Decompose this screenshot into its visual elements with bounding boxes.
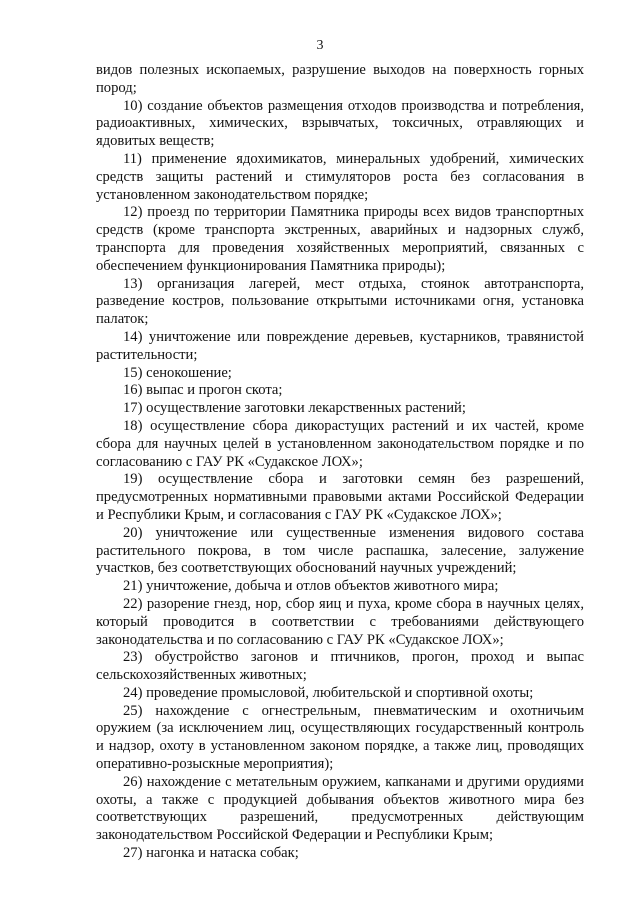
paragraph-item-18: 18) осуществление сбора дикорастущих растений и их частей, кроме сбора для научных целей в установленном законодательством порядке и по согласованию с ГАУ РК «Судакское ЛОХ»; xyxy=(96,417,584,470)
document-body xyxy=(96,62,584,863)
paragraph-item-16: 16) выпас и прогон скота; xyxy=(123,382,283,399)
paragraph-item-27: 27) нагонка и натаска собак; xyxy=(123,845,299,862)
paragraph-item-26: 26) нахождение с метательным оружием, капканами и другими орудиями охоты, а также с продукцией добывания объектов животного мира без соответствующих разрешений, предусмотренных действующим законодательством Российской Федерации и Республики Крым; xyxy=(96,773,584,844)
paragraph-item-13: 13) организация лагерей, мест отдыха, стоянок автотранспорта, разведение костров, пользование открытыми источниками огня, установка палаток; xyxy=(96,275,584,328)
paragraph-item-19: 19) осуществление сбора и заготовки семян без разрешений, предусмотренных нормативными правовыми актами Российской Федерации и Республики Крым, и согласования с ГАУ РК «Судакское ЛОХ»; xyxy=(96,471,584,523)
page-number: 3 xyxy=(316,38,324,53)
paragraph-item-25: 25) нахождение с огнестрельным, пневматическим и охотничьим оружием (за исключением лиц, осуществляющих государственный контроль и надзор, охоту в установленном законом порядке, а также лиц, проводящих оперативно-розыскные мероприятия); xyxy=(96,702,584,773)
paragraph-item-22: 22) разорение гнезд, нор, сбор яиц и пуха, кроме сбора в научных целях, который проводится в соответствии с требованиями действующего законодательства и по согласованию с ГАУ РК «Судакское ЛОХ»; xyxy=(96,595,584,648)
paragraph-item-20: 20) уничтожение или существенные изменения видового состава растительного покрова, в том числе распашка, залесение, залужение участков, без соответствующих обоснований научных учреждений; xyxy=(96,524,584,577)
paragraph-item-12: 12) проезд по территории Памятника природы всех видов транспортных средств (кроме транспорта экстренных, аварийных и надзорных служб, транспорта для проведения хозяйственных мероприятий, связанных с обеспечением функционирования Памятника природы); xyxy=(96,204,584,274)
paragraph-item-11: 11) применение ядохимикатов, минеральных удобрений, химических средств защиты растений и стимуляторов роста без согласования в установленном законодательством порядке; xyxy=(96,150,584,203)
paragraph-item-24: 24) проведение промысловой, любительской и спортивной охоты; xyxy=(123,684,534,701)
paragraph-continuation: видов полезных ископаемых, разрушение выходов на поверхность горных пород; xyxy=(96,62,584,96)
paragraph-item-15: 15) сенокошение; xyxy=(123,364,232,381)
paragraph-item-21: 21) уничтожение, добыча и отлов объектов животного мира; xyxy=(123,578,499,595)
paragraph-item-14: 14) уничтожение или повреждение деревьев, кустарников, травянистой растительности; xyxy=(96,328,584,363)
paragraph-item-10: 10) создание объектов размещения отходов производства и потребления, радиоактивных, химических, взрывчатых, токсичных, отравляющих и ядовитых веществ; xyxy=(96,97,584,150)
paragraph-item-17: 17) осуществление заготовки лекарственных растений; xyxy=(123,400,466,417)
paragraph-item-23: 23) обустройство загонов и птичников, прогон, проход и выпас сельскохозяйственных животных; xyxy=(96,649,584,684)
